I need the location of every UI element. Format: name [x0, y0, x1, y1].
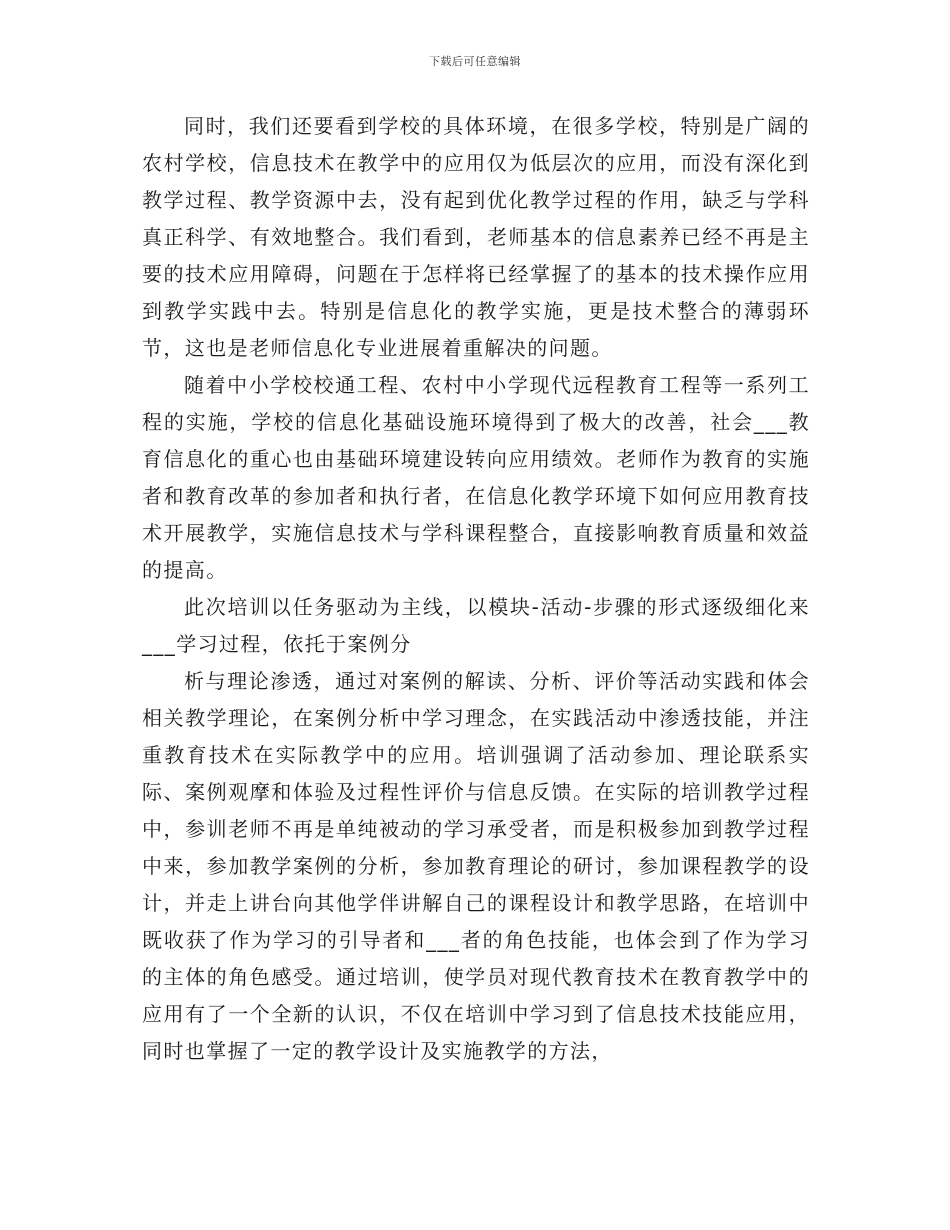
- document-body: [142, 108, 810, 1070]
- paragraph-4: 析与理论渗透，通过对案例的解读、分析、评价等活动实践和体会相关教学理论，在案例分析中学习理念，在实践活动中渗透技能，并注重教育技术在实际教学中的应用。培训强调了活动参加、理论联系实际、案例观摩和体验及过程性评价与信息反馈。在实际的培训教学过程中，参训老师不再是单纯被动的学习承受者，而是积极参加到教学过程中来，参加教学案例的分析，参加教育理论的研讨，参加课程教学的设计，并走上讲台向其他学伴讲解自己的课程设计和教学思路，在培训中既收获了作为学习的引导者和___者的角色技能，也体会到了作为学习的主体的角色感受。通过培训，使学员对现代教育技术在教育教学中的应用有了一个全新的认识，不仅在培训中学习到了信息技术技能应用，同时也掌握了一定的教学设计及实施教学的方法，: [142, 669, 810, 1063]
- paragraph-3: 此次培训以任务驱动为主线，以模块-活动-步骤的形式逐级细化来___学习过程，依托于案例分: [142, 595, 810, 656]
- paragraph-2: 随着中小学校校通工程、农村中小学现代远程教育工程等一系列工程的实施，学校的信息化基础设施环境得到了极大的改善，社会___教育信息化的重心也由基础环境建设转向应用绩效。老师作为教育的实施者和教育改革的参加者和执行者，在信息化教学环境下如何应用教育技术开展教学，实施信息技术与学科课程整合，直接影响教育质量和效益的提高。: [142, 373, 810, 582]
- page-header-note: 下载后可任意编辑: [429, 55, 521, 68]
- paragraph-1: 同时，我们还要看到学校的具体环境，在很多学校，特别是广阔的农村学校，信息技术在教学中的应用仅为低层次的应用，而没有深化到教学过程、教学资源中去，没有起到优化教学过程的作用，缺乏与学科真正科学、有效地整合。我们看到，老师基本的信息素养已经不再是主要的技术应用障碍，问题在于怎样将已经掌握了的基本的技术操作应用到教学实践中去。特别是信息化的教学实施，更是技术整合的薄弱环节，这也是老师信息化专业进展着重解决的问题。: [142, 114, 810, 360]
